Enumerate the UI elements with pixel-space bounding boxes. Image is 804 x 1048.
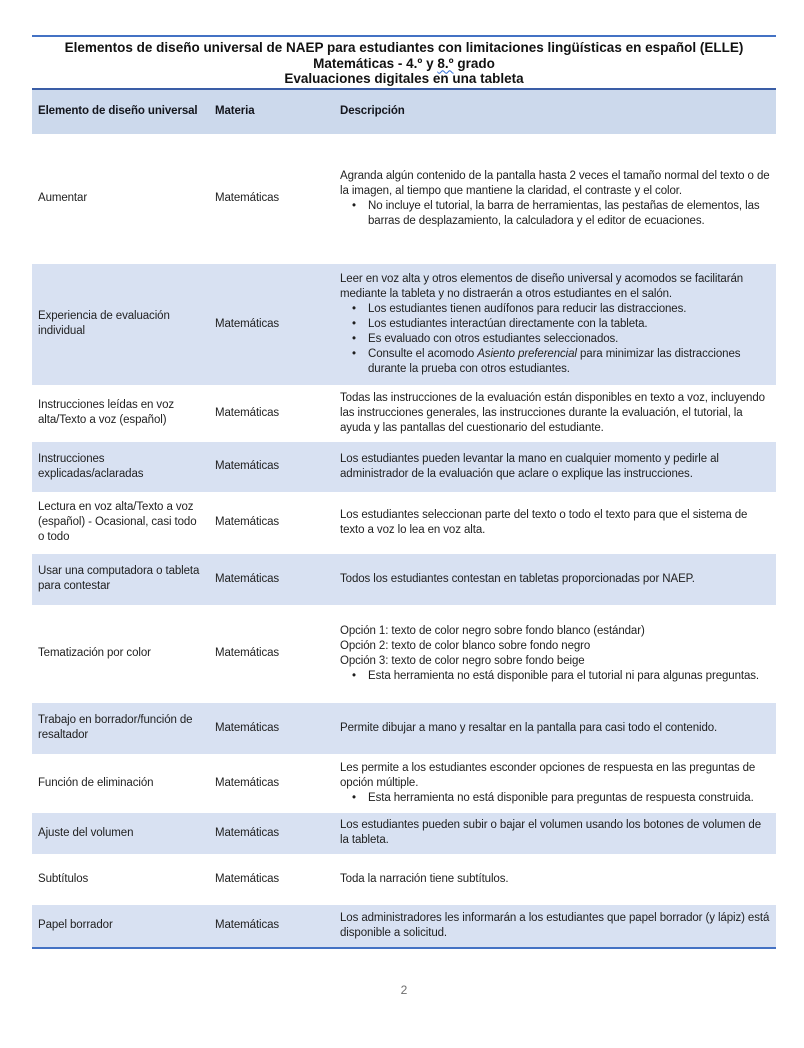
- cell-materia: [209, 554, 334, 605]
- description-paragraph: Opción 3: texto de color negro sobre fondo beige: [340, 654, 585, 667]
- cell-materia: [209, 385, 334, 442]
- column-header-label: Descripción: [340, 105, 405, 117]
- cell-materia: [209, 813, 334, 854]
- bullet-text: Los estudiantes interactúan directamente con la tableta.: [368, 317, 648, 330]
- bullet-marker: •: [352, 302, 356, 315]
- elemento-label: Usar una computadora o tableta para contestar: [38, 565, 200, 592]
- description-paragraph: Les permite a los estudiantes esconder opciones de respuesta en las preguntas de opción múltiple.: [340, 761, 756, 789]
- subtitle-grade-suffix: grado: [453, 55, 495, 71]
- table-row: [32, 854, 776, 905]
- description-paragraph: Toda la narración tiene subtítulos.: [340, 872, 509, 885]
- cell-elemento: [32, 264, 209, 385]
- page-number: 2: [400, 982, 408, 997]
- cell-descripcion: [334, 813, 776, 854]
- table-body: [32, 134, 776, 947]
- description-paragraph: Los estudiantes pueden levantar la mano en cualquier momento y pedirle al administrador de la evaluación que aclare o explique las instrucciones.: [340, 452, 719, 480]
- spellcheck-flagged-text: 8.º: [437, 55, 454, 71]
- description-paragraph: Los estudiantes pueden subir o bajar el volumen usando los botones de volumen de la tableta.: [340, 819, 761, 846]
- cell-descripcion: [334, 134, 776, 264]
- column-header-label: Materia: [215, 105, 255, 117]
- bullet-text-italic: Asiento preferencial: [477, 347, 577, 360]
- elemento-label: Instrucciones leídas en voz alta/Texto a voz (español): [38, 399, 175, 426]
- elemento-label: Función de eliminación: [38, 776, 154, 789]
- materia-label: Matemáticas: [215, 919, 280, 931]
- cell-elemento: [32, 605, 209, 703]
- table-row: [32, 385, 776, 442]
- cell-materia: [209, 492, 334, 554]
- cell-descripcion: [334, 442, 776, 492]
- title-block: [32, 40, 776, 87]
- cell-materia: [209, 905, 334, 947]
- description-paragraph: Permite dibujar a mano y resaltar en la pantalla para casi todo el contenido.: [340, 721, 718, 734]
- subtitle-grade-prefix: Matemáticas - 4.º y: [313, 55, 438, 71]
- description-bullet: [340, 302, 772, 317]
- cell-descripcion: [334, 754, 776, 813]
- bullet-marker: •: [352, 669, 356, 682]
- cell-elemento: [32, 134, 209, 264]
- cell-elemento: [32, 905, 209, 947]
- materia-label: Matemáticas: [215, 516, 280, 528]
- table-row: [32, 703, 776, 754]
- top-rule: [32, 35, 776, 37]
- materia-label: Matemáticas: [215, 192, 280, 204]
- cell-elemento: [32, 554, 209, 605]
- description-paragraph: Opción 1: texto de color negro sobre fondo blanco (estándar): [340, 624, 645, 637]
- table-row: [32, 134, 776, 264]
- cell-descripcion: [334, 605, 776, 703]
- description-paragraph: Los estudiantes seleccionan parte del texto o todo el texto para que el sistema de texto a voz lo lea en voz alta.: [340, 508, 748, 536]
- column-header-elemento: [32, 90, 209, 134]
- materia-label: Matemáticas: [215, 776, 280, 789]
- bullet-text-segment: Consulte el acomodo: [368, 347, 478, 360]
- cell-elemento: [32, 492, 209, 554]
- document-subtitle-grade: [32, 56, 776, 72]
- bullet-text: No incluye el tutorial, la barra de herramientas, las pestañas de elementos, las barras de desplazamiento, la calculadora y el editor de ecuaciones.: [368, 199, 760, 227]
- cell-descripcion: [334, 854, 776, 905]
- materia-label: Matemáticas: [215, 647, 280, 659]
- description-paragraph: Todas las instrucciones de la evaluación están disponibles en texto a voz, incluyendo las instrucciones generales, las instrucciones durante la evaluación, el tutorial, la ayuda y las pantallas del cuestionario del estudiante.: [340, 391, 765, 434]
- bullet-text-segment: para minimizar las distracciones durante la prueba con otros estudiantes.: [368, 347, 741, 375]
- cell-descripcion: [334, 554, 776, 605]
- description-paragraph: Todos los estudiantes contestan en tabletas proporcionadas por NAEP.: [340, 572, 695, 585]
- elemento-label: Lectura en voz alta/Texto a voz (español) - Ocasional, casi todo o todo: [38, 501, 197, 543]
- elemento-label: Ajuste del volumen: [38, 826, 134, 839]
- cell-materia: [209, 264, 334, 385]
- table-row: [32, 442, 776, 492]
- bullet-marker: •: [352, 347, 356, 360]
- table-header-row: [32, 90, 776, 134]
- bullet-marker: •: [352, 317, 356, 330]
- materia-label: Matemáticas: [215, 460, 280, 472]
- table-row: [32, 554, 776, 605]
- bullet-text: Es evaluado con otros estudiantes seleccionados.: [368, 332, 619, 345]
- elemento-label: Subtítulos: [38, 872, 89, 885]
- cell-descripcion: [334, 264, 776, 385]
- materia-label: Matemáticas: [215, 872, 280, 885]
- column-header-materia: [209, 90, 334, 134]
- description-paragraph: Leer en voz alta y otros elementos de diseño universal y acomodos se facilitarán mediante la tableta y no distraerán a otros estudiantes en el salón.: [340, 272, 744, 300]
- bullet-marker: •: [352, 199, 356, 212]
- universal-design-table: [32, 88, 776, 947]
- description-paragraph: Agranda algún contenido de la pantalla hasta 2 veces el tamaño normal del texto o de la imagen, al tiempo que mantiene la claridad, el contraste y el color.: [340, 169, 770, 197]
- cell-materia: [209, 703, 334, 754]
- description-paragraph: Los administradores les informarán a los estudiantes que papel borrador (y lápiz) está disponible a solicitud.: [340, 911, 770, 939]
- elemento-label: Tematización por color: [38, 647, 151, 659]
- cell-descripcion: [334, 385, 776, 442]
- document-subtitle-format: Evaluaciones digitales en una tableta: [284, 71, 524, 86]
- cell-elemento: [32, 442, 209, 492]
- cell-elemento: [32, 813, 209, 854]
- description-bullet: [340, 669, 772, 684]
- cell-descripcion: [334, 492, 776, 554]
- table-row: [32, 264, 776, 385]
- table-row: [32, 754, 776, 813]
- materia-label: Matemáticas: [215, 406, 280, 419]
- cell-materia: [209, 134, 334, 264]
- materia-label: Matemáticas: [215, 317, 280, 330]
- cell-elemento: [32, 703, 209, 754]
- elemento-label: Papel borrador: [38, 919, 113, 931]
- cell-descripcion: [334, 905, 776, 947]
- elemento-label: Instrucciones explicadas/aclaradas: [38, 452, 144, 480]
- bullet-text: Esta herramienta no está disponible para el tutorial ni para algunas preguntas.: [368, 669, 760, 682]
- materia-label: Matemáticas: [215, 826, 280, 839]
- bullet-marker: •: [352, 791, 356, 804]
- cell-materia: [209, 442, 334, 492]
- bullet-text: [368, 347, 772, 377]
- description-bullet: [340, 199, 772, 229]
- bottom-rule: [32, 947, 776, 949]
- document-title: Elementos de diseño universal de NAEP para estudiantes con limitaciones lingüísticas en español (ELLE): [64, 40, 744, 55]
- cell-materia: [209, 854, 334, 905]
- description-bullet: [340, 332, 772, 347]
- materia-label: Matemáticas: [215, 572, 280, 585]
- cell-materia: [209, 605, 334, 703]
- description-paragraph: Opción 2: texto de color blanco sobre fondo negro: [340, 639, 591, 652]
- table-row: [32, 905, 776, 947]
- bullet-marker: •: [352, 332, 356, 345]
- elemento-label: Experiencia de evaluación individual: [38, 310, 170, 337]
- cell-elemento: [32, 754, 209, 813]
- elemento-label: Trabajo en borrador/función de resaltador: [38, 714, 193, 741]
- cell-descripcion: [334, 703, 776, 754]
- description-bullet: [340, 791, 772, 806]
- materia-label: Matemáticas: [215, 721, 280, 734]
- description-bullet: [340, 347, 772, 377]
- table-row: [32, 492, 776, 554]
- elemento-label: Aumentar: [38, 192, 88, 204]
- cell-elemento: [32, 385, 209, 442]
- cell-elemento: [32, 854, 209, 905]
- table-row: [32, 605, 776, 703]
- column-header-label: Elemento de diseño universal: [38, 105, 198, 117]
- bullet-text: Esta herramienta no está disponible para preguntas de respuesta construida.: [368, 791, 754, 804]
- cell-materia: [209, 754, 334, 813]
- description-bullet: [340, 317, 772, 332]
- bullet-text: Los estudiantes tienen audífonos para reducir las distracciones.: [368, 302, 687, 315]
- column-header-descripcion: [334, 90, 776, 134]
- table-row: [32, 813, 776, 854]
